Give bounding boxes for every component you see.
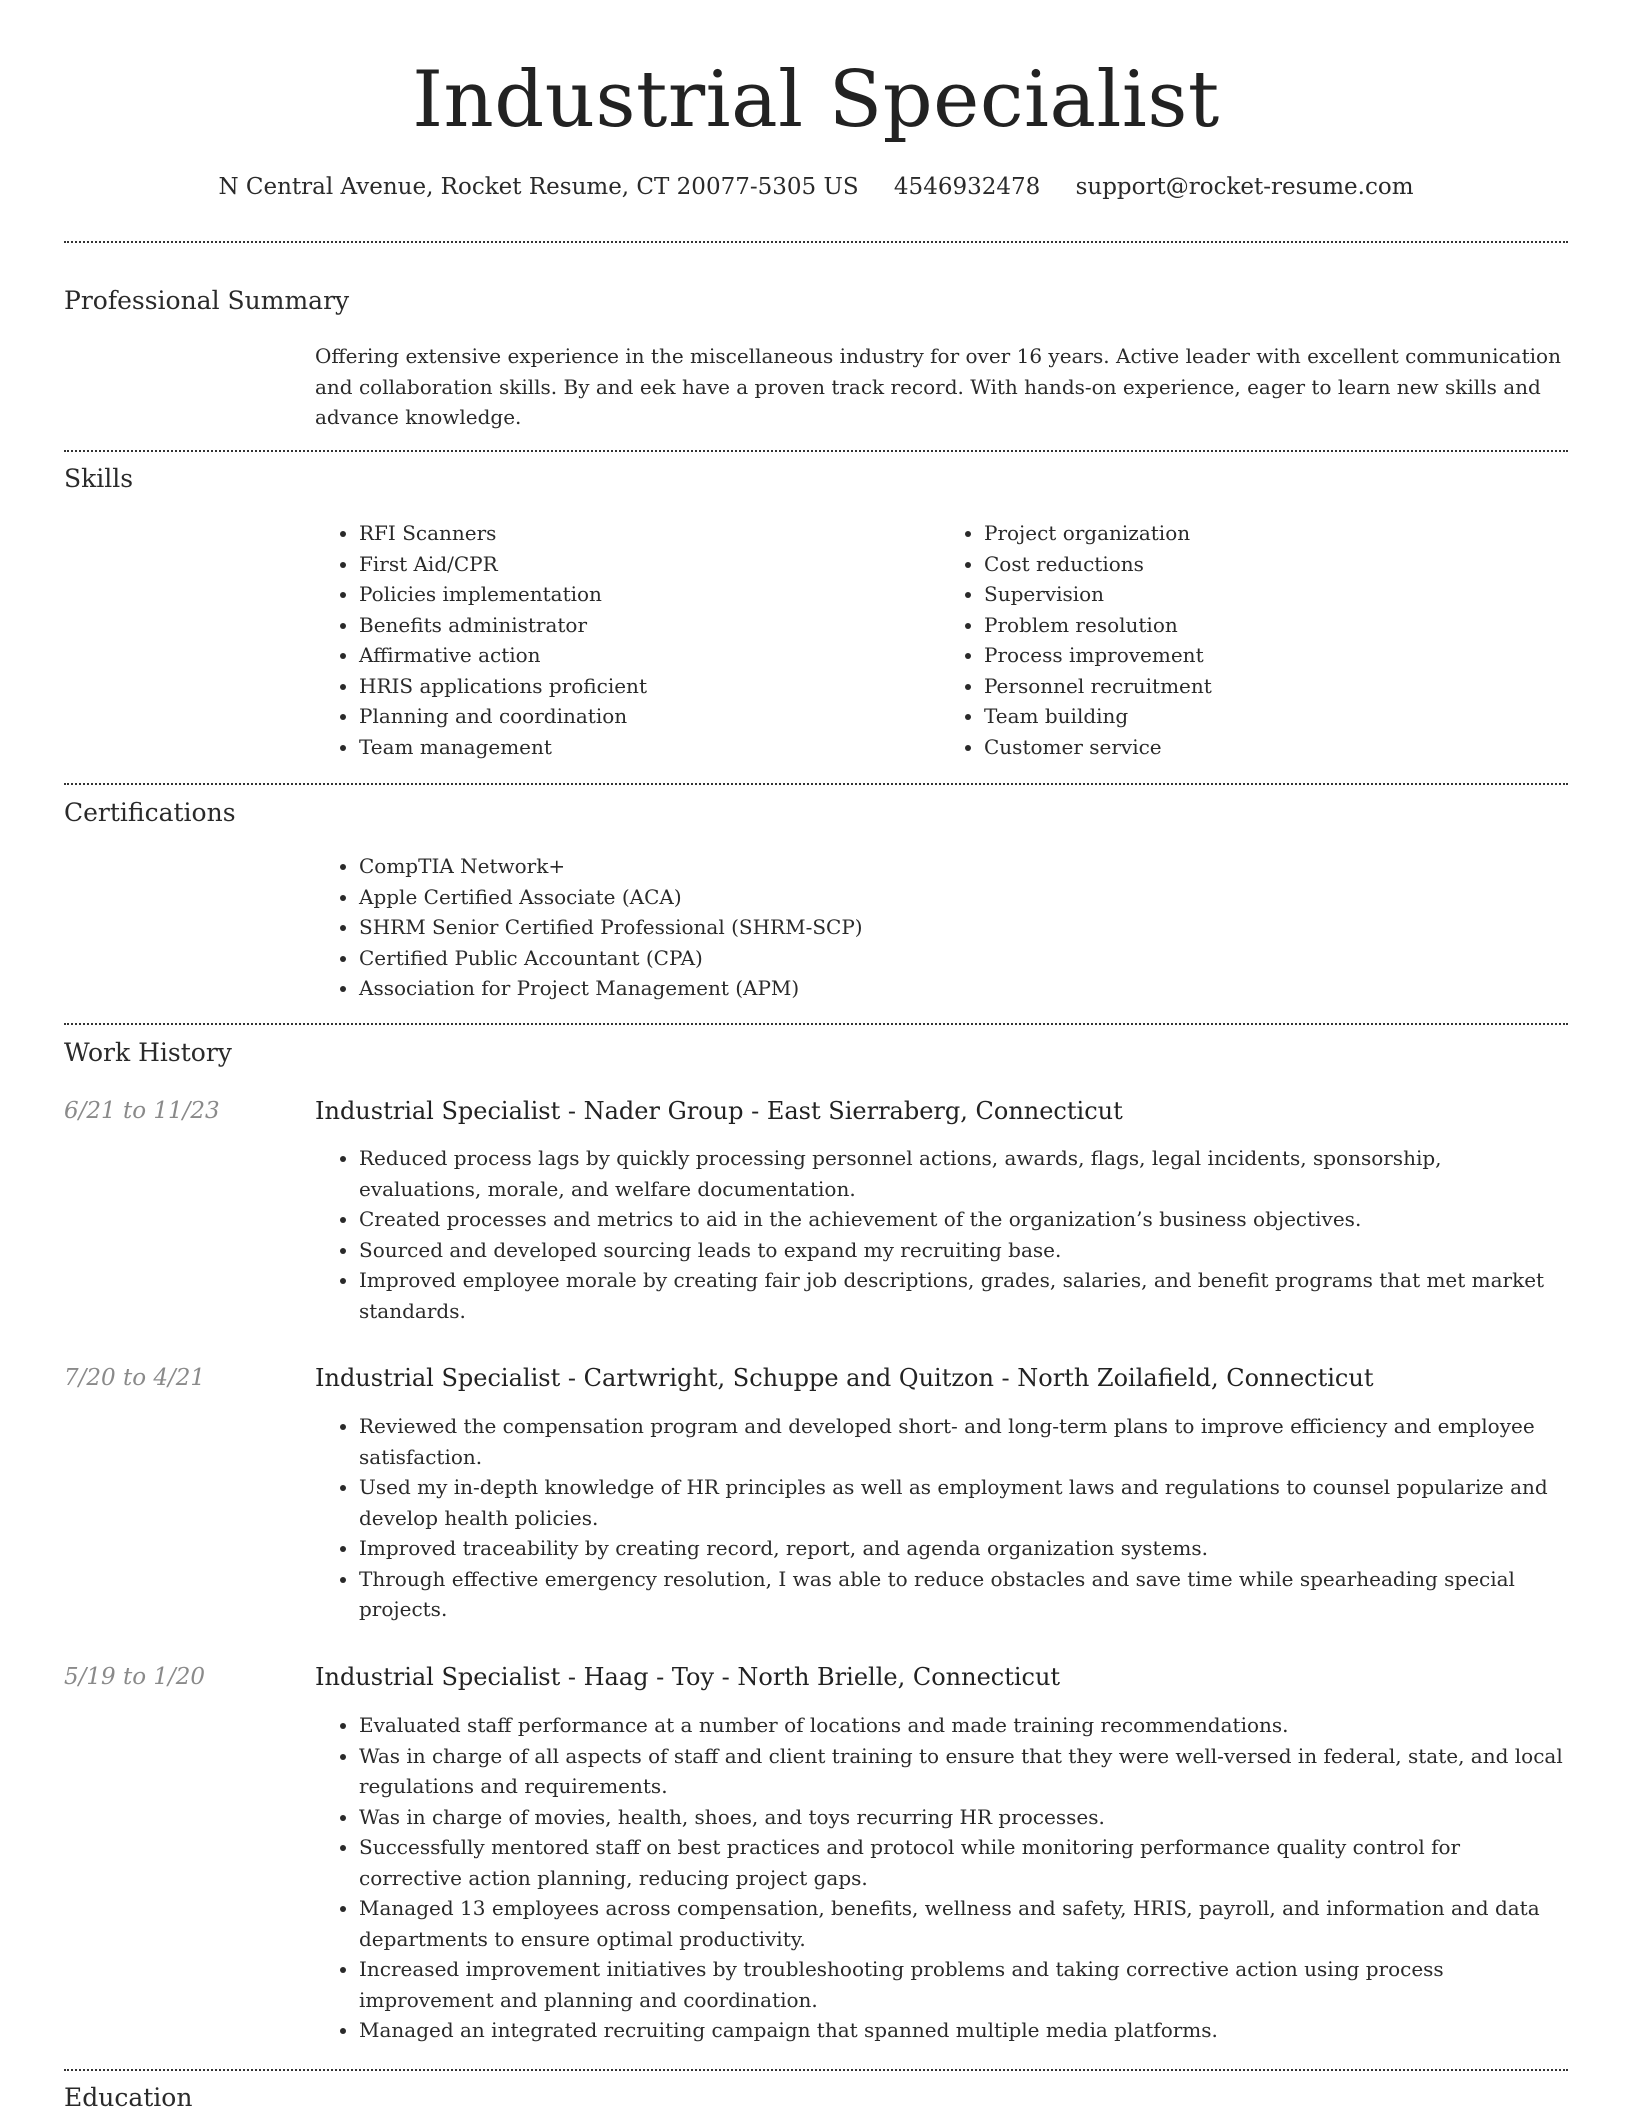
- job-dates: 5/19 to 1/20: [64, 1664, 206, 1690]
- job-title: Industrial Specialist - Cartwright, Schuppe and Quitzon - North Zoilafield, Connecticut: [315, 1364, 1374, 1392]
- job-bullet: • Was in charge of all aspects of staff and client training to ensure that they were well-versed in federal, state, and local regulations and requirements.: [359, 1741, 1565, 1802]
- job-bullet: • Sourced and developed sourcing leads to expand my recruiting base.: [359, 1235, 1565, 1266]
- job-bullet: • Created processes and metrics to aid in the achievement of the organization’s business objectives.: [359, 1204, 1565, 1235]
- skills-column-right: [940, 518, 1565, 762]
- job-bullet: • Successfully mentored staff on best practices and protocol while monitoring performance quality control for corrective action planning, reducing project gaps.: [359, 1832, 1565, 1893]
- divider: [64, 241, 1568, 243]
- job-bullets: [315, 1710, 1565, 2046]
- job-bullet: • Managed 13 employees across compensation, benefits, wellness and safety, HRIS, payroll, and information and data departments to ensure optimal productivity.: [359, 1893, 1565, 1954]
- job-bullet: • Managed an integrated recruiting campaign that spanned multiple media platforms.: [359, 2015, 1565, 2046]
- skill-item: • Policies implementation: [359, 579, 940, 610]
- skill-item: • Team management: [359, 732, 940, 763]
- skill-item: • Affirmative action: [359, 640, 940, 671]
- email: support@rocket-resume.com: [1075, 174, 1414, 200]
- certification-item: • Certified Public Accountant (CPA): [359, 943, 1565, 974]
- job-bullet: • Reduced process lags by quickly processing personnel actions, awards, flags, legal incidents, sponsorship, evaluations, morale, and welfare documentation.: [359, 1143, 1565, 1204]
- job-bullet: • Used my in-depth knowledge of HR principles as well as employment laws and regulations to counsel popularize and develop health policies.: [359, 1472, 1565, 1533]
- skill-item: • Customer service: [984, 732, 1565, 763]
- divider: [64, 1023, 1568, 1025]
- skill-item: • Problem resolution: [984, 610, 1565, 641]
- certification-item: • CompTIA Network+: [359, 851, 1565, 882]
- job-dates: 7/20 to 4/21: [64, 1365, 206, 1391]
- skill-item: • RFI Scanners: [359, 518, 940, 549]
- divider: [64, 450, 1568, 452]
- education-heading: Education: [64, 2083, 193, 2112]
- phone: 4546932478: [893, 174, 1041, 200]
- address: N Central Avenue, Rocket Resume, CT 20077-5305 US: [218, 174, 859, 200]
- job-bullet: • Improved traceability by creating record, report, and agenda organization systems.: [359, 1533, 1565, 1564]
- work-history-heading: Work History: [64, 1038, 232, 1067]
- summary-text: Offering extensive experience in the miscellaneous industry for over 16 years. Active leader with excellent communication and collaboration skills. By and eek have a proven track record. With hands-on experience, eager to learn new skills and advance knowledge.: [315, 344, 1561, 429]
- job-bullet: • Was in charge of movies, health, shoes, and toys recurring HR processes.: [359, 1802, 1565, 1833]
- skills-list: [315, 518, 1565, 762]
- summary-text-block: [315, 341, 1565, 433]
- job-bullets: [315, 1143, 1565, 1326]
- job-bullet: • Improved employee morale by creating fair job descriptions, grades, salaries, and benefit programs that met market standards.: [359, 1265, 1565, 1326]
- divider: [64, 2069, 1568, 2071]
- certification-item: • Association for Project Management (APM): [359, 973, 1565, 1004]
- contact-line: [64, 170, 1568, 204]
- skill-item: • Personnel recruitment: [984, 671, 1565, 702]
- job-bullet: • Evaluated staff performance at a number of locations and made training recommendations.: [359, 1710, 1565, 1741]
- skill-item: • Project organization: [984, 518, 1565, 549]
- skills-heading: Skills: [64, 464, 134, 493]
- skill-item: • Process improvement: [984, 640, 1565, 671]
- skill-item: • Cost reductions: [984, 549, 1565, 580]
- job-dates: 6/21 to 11/23: [64, 1098, 220, 1124]
- job-title: Industrial Specialist - Nader Group - East Sierraberg, Connecticut: [315, 1097, 1123, 1125]
- job-bullets: [315, 1411, 1565, 1625]
- candidate-name: Industrial Specialist: [412, 55, 1220, 145]
- certification-item: • Apple Certified Associate (ACA): [359, 882, 1565, 913]
- skill-item: • Benefits administrator: [359, 610, 940, 641]
- skills-column-left: [315, 518, 940, 762]
- certifications-list: [315, 851, 1565, 1004]
- job-bullet: • Through effective emergency resolution, I was able to reduce obstacles and save time while spearheading special projects.: [359, 1564, 1565, 1625]
- certifications-heading: Certifications: [64, 798, 236, 827]
- divider: [64, 783, 1568, 785]
- job-bullet: • Increased improvement initiatives by troubleshooting problems and taking corrective action using process improvement and planning and coordination.: [359, 1954, 1565, 2015]
- skill-item: • First Aid/CPR: [359, 549, 940, 580]
- summary-heading: Professional Summary: [64, 286, 350, 315]
- job-title: Industrial Specialist - Haag - Toy - North Brielle, Connecticut: [315, 1663, 1061, 1691]
- certification-item: • SHRM Senior Certified Professional (SHRM-SCP): [359, 912, 1565, 943]
- skill-item: • Supervision: [984, 579, 1565, 610]
- skill-item: • Planning and coordination: [359, 701, 940, 732]
- job-bullet: • Reviewed the compensation program and developed short- and long-term plans to improve efficiency and employee satisfaction.: [359, 1411, 1565, 1472]
- skill-item: • HRIS applications proficient: [359, 671, 940, 702]
- skill-item: • Team building: [984, 701, 1565, 732]
